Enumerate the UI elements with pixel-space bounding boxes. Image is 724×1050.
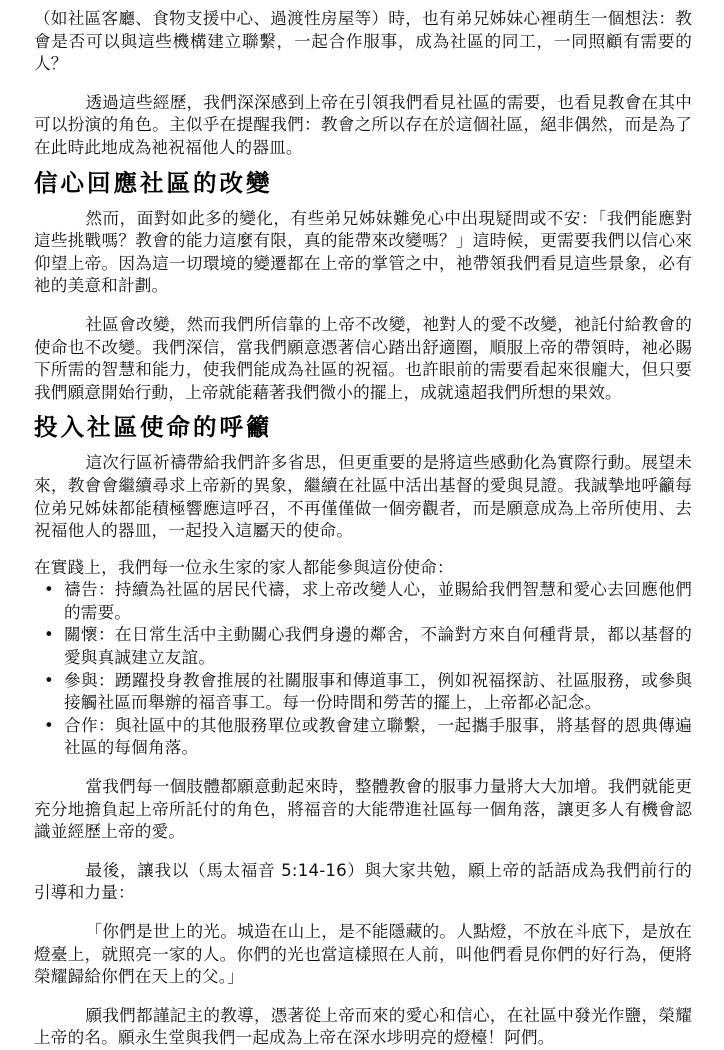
list-item-text: 參與：踴躍投身教會推展的社關服事和傳道事工，例如祝福探訪、社區服務，或參與接觸社區而舉辦的福音事工。每一份時間和勞苦的擺上，上帝都必記念。	[64, 670, 692, 713]
body-paragraph: 當我們每一個肢體都願意動起來時，整體教會的服事力量將大大加增。我們就能更充分地擔負起上帝所託付的角色，將福音的大能帶進社區每一個角落，讓更多人有機會認識並經歷上帝的愛。	[34, 777, 692, 842]
list-item-text: 關懷：在日常生活中主動關心我們身邊的鄰舍，不論對方來自何種背景，都以基督的愛與真誠建立友誼。	[64, 625, 692, 668]
bullet-icon: •	[44, 580, 54, 600]
bullet-icon: •	[44, 625, 54, 645]
bullet-icon: •	[44, 715, 54, 735]
list-item	[44, 670, 692, 715]
list-item	[44, 624, 692, 669]
body-paragraph: 社區會改變，然而我們所信靠的上帝不改變，祂對人的愛不改變，祂託付給教會的使命也不改變。我們深信，當我們願意憑著信心踏出舒適圈，順服上帝的帶領時，祂必賜下所需的智慧和能力，使我們能成為社區的祝福。也許眼前的需要看起來很龐大，但只要我們願意開始行動，上帝就能藉著我們微小的擺上，成就遠超我們所想的果效。	[34, 314, 692, 402]
bullet-icon: •	[44, 670, 54, 690]
document-page	[34, 8, 692, 1050]
body-paragraph: 透過這些經歷，我們深深感到上帝在引領我們看見社區的需要，也看見教會在其中可以扮演的角色。主似乎在提醒我們：教會之所以存在於這個社區，絕非偶然，而是為了在此時此地成為祂祝福他人的器皿。	[34, 92, 692, 157]
section-heading: 信心回應社區的改變	[34, 168, 273, 197]
closing-paragraph: 願我們都謹記主的教導，憑著從上帝而來的愛心和信心，在社區中發光作鹽，榮耀上帝的名。願永生堂與我們一起成為上帝在深水埗明亮的燈檯！阿們。	[34, 1005, 692, 1048]
body-paragraph: 然而，面對如此多的變化，有些弟兄姊妹難免心中出現疑問或不安：「我們能應對這些挑戰嗎？教會的能力這麼有限，真的能帶來改變嗎？」這時候，更需要我們以信心來仰望上帝。因為這一切環境的變遷都在上帝的掌管之中，祂帶領我們看見這些景象，必有祂的美意和計劃。	[34, 208, 692, 296]
bullet-list	[34, 579, 692, 760]
body-paragraph: 這次行區祈禱帶給我們許多省思，但更重要的是將這些感動化為實際行動。展望未來，教會會繼續尋求上帝新的異象，繼續在社區中活出基督的愛與見證。我誠摯地呼籲每位弟兄姊妹都能積極響應這呼召，不再僅僅做一個旁觀者，而是願意成為上帝所使用、去祝福他人的器皿，一起投入這屬天的使命。	[34, 453, 692, 541]
body-paragraph: （如社區客廳、食物支援中心、過渡性房屋等）時，也有弟兄姊妹心裡萌生一個想法：教會是否可以與這些機構建立聯繫，一起合作服事，成為社區的同工，一同照顧有需要的人？	[34, 9, 692, 74]
list-item	[44, 579, 692, 624]
verse-intro: 最後，讓我以（馬太福音 5:14-16）與大家共勉，願上帝的話語成為我們前行的引導和力量：	[34, 860, 692, 903]
bible-verse: 「你們是世上的光。城造在山上，是不能隱藏的。人點燈，不放在斗底下，是放在燈臺上，就照亮一家的人。你們的光也當這樣照在人前，叫他們看見你們的好行為，便將榮耀歸給你們在天上的父。」	[34, 922, 692, 987]
list-item-text: 合作：與社區中的其他服務單位或教會建立聯繫，一起攜手服事，將基督的恩典傳遍社區的每個角落。	[64, 715, 692, 758]
list-intro: 在實踐上，我們每一位永生家的家人都能參與這份使命：	[34, 557, 454, 577]
list-item	[44, 715, 692, 760]
list-item-text: 禱告：持續為社區的居民代禱，求上帝改變人心，並賜給我們智慧和愛心去回應他們的需要。	[64, 580, 692, 622]
section-heading: 投入社區使命的呼籲	[34, 413, 273, 442]
